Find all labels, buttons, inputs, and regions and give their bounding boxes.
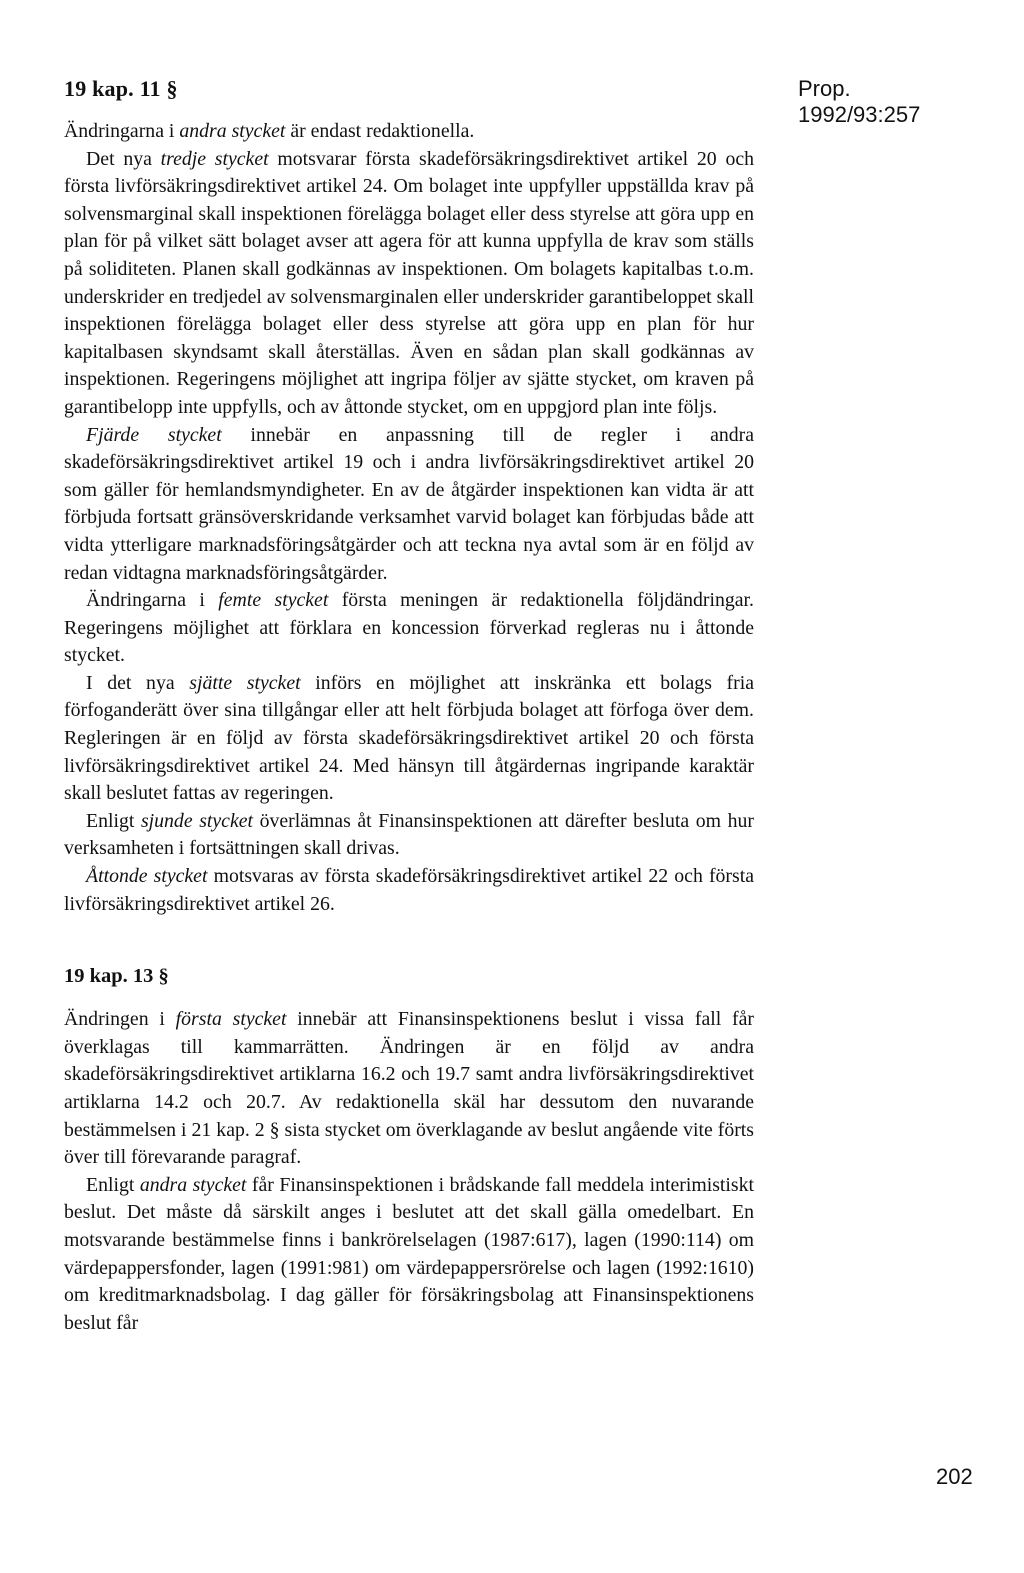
text-span: Ändringarna i <box>86 589 219 612</box>
text-span: överlämnas åt Finansinspektionen att därefter besluta om hur verksamheten i fortsättningen skall drivas. <box>64 809 754 860</box>
text-span: motsvaras av första skadeförsäkringsdirektivet artikel 22 och första livförsäkringsdirektivet artikel 26. <box>64 865 754 915</box>
page-number: 202 <box>936 1464 973 1489</box>
text-span: får Finansinspektionen i brådskande fall meddela interimistiskt beslut. Det måste då särskilt anges i beslutet att det skall gälla omedelbart. En motsvarande bestämmelse finns i bankrörelselagen (1987:617), lagen (1990:114) om värdepappersfonder, lagen (1991:981) om värdepappersrörelse och lagen (1992:1610) om kreditmarknadsbolag. I dag gäller för försäkringsbolag att Finansinspektionens beslut får <box>64 1173 754 1334</box>
paragraph-7 <box>64 863 754 918</box>
paragraph-9 <box>64 1172 754 1338</box>
text-span: Enligt <box>86 809 141 832</box>
italic-term: sjunde stycket <box>140 809 254 832</box>
italic-term: Fjärde stycket <box>86 423 222 446</box>
italic-term: sjätte stycket <box>189 671 301 694</box>
proposition-number: Prop. 1992/93:257 <box>798 76 921 127</box>
section-heading: 19 kap. 13 § <box>64 965 169 988</box>
text-span: motsvarar första skadeförsäkringsdirektivet artikel 20 och första livförsäkringsdirektivet artikel 24. Om bolaget inte uppfyller uppställda krav på solvensmarginal skall inspektionen förelägga bolaget eller dess styrelse att göra upp en plan för på vilket sätt bolaget avser att agera för att kunna uppfylla de krav som ställs på soliditeten. Planen skall godkännas av inspektionen. Om bolagets kapitalbas t.o.m. underskrider en tredjedel av solvensmarginalen eller underskrider garantibeloppet skall inspektionen förelägga bolaget eller dess styrelse att göra upp en plan för hur kapitalbasen skyndsamt skall återställas. Även en sådan plan skall godkännas av inspektionen. Regeringens möjlighet att ingripa följer av sjätte stycket, om kraven på garantibelopp inte uppfylls, och av åttonde stycket, om en uppgjord plan inte följs. <box>64 147 755 418</box>
text-span: första meningen är redaktionella följdändringar. Regeringens möjlighet att förklara en koncession förverkad regleras nu i åttonde stycket. <box>64 589 754 667</box>
paragraph-2 <box>64 146 754 422</box>
paragraph-5 <box>64 670 754 808</box>
section-reference: 19 kap. 11 § <box>64 76 178 101</box>
paragraph-8 <box>64 1006 754 1172</box>
text-span: Enligt <box>86 1173 140 1196</box>
text-span: Ändringen i <box>64 1008 176 1031</box>
italic-term: tredje stycket <box>160 147 269 170</box>
text-span: Det nya <box>86 147 161 170</box>
paragraph-6 <box>64 808 754 863</box>
text-span: innebär en anpassning till de regler i andra skadeförsäkringsdirektivet artikel 19 och i andra livförsäkringsdirektivet artikel 20 som gäller för hemlandsmyndigheter. En av de åtgärder inspektionen kan vidta är att förbjuda fortsatt gränsöverskridande verksamhet varvid bolaget kan förbjudas både att vidta ytterligare marknadsföringsåtgärder och att teckna nya avtal som är en följd av redan vidtagna marknadsföringsåtgärder. <box>64 423 755 584</box>
page-header <box>64 76 964 127</box>
text-span: är endast redaktionella. <box>285 120 475 142</box>
italic-term: Åttonde stycket <box>86 865 208 888</box>
italic-term: femte stycket <box>218 589 329 612</box>
paragraph-3 <box>64 422 754 588</box>
paragraph-1 <box>64 118 754 146</box>
text-span: innebär att Finansinspektionens beslut i vissa fall får överklagas till kammarrätten. Ändringen är en följd av andra skadeförsäkringsdirektivet artiklarna 16.2 och 19.7 samt andra livförsäkringsdirektivet artiklarna 14.2 och 20.7. Av redaktionella skäl har dessutom den nuvarande bestämmelsen i 21 kap. 2 § sista stycket om överklagande av beslut angående vite förts över till förevarande paragraf. <box>64 1008 754 1169</box>
text-span: införs en möjlighet att inskränka ett bolags fria förfoganderätt över sina tillgångar eller att helt förbjuda bolaget att förfoga över dem. Regleringen är en följd av första skadeförsäkringsdirektivet artikel 20 och första livförsäkringsdirektivet artikel 24. Med hänsyn till åtgärdernas ingripande karaktär skall beslutet fattas av regeringen. <box>64 671 755 805</box>
text-span: Ändringarna i <box>64 120 180 142</box>
italic-term: andra stycket <box>139 1173 247 1196</box>
body-text <box>64 118 754 1337</box>
italic-term: andra stycket <box>179 120 286 142</box>
italic-term: första stycket <box>175 1008 287 1031</box>
paragraph-4 <box>64 587 754 670</box>
text-span: I det nya <box>86 671 190 694</box>
